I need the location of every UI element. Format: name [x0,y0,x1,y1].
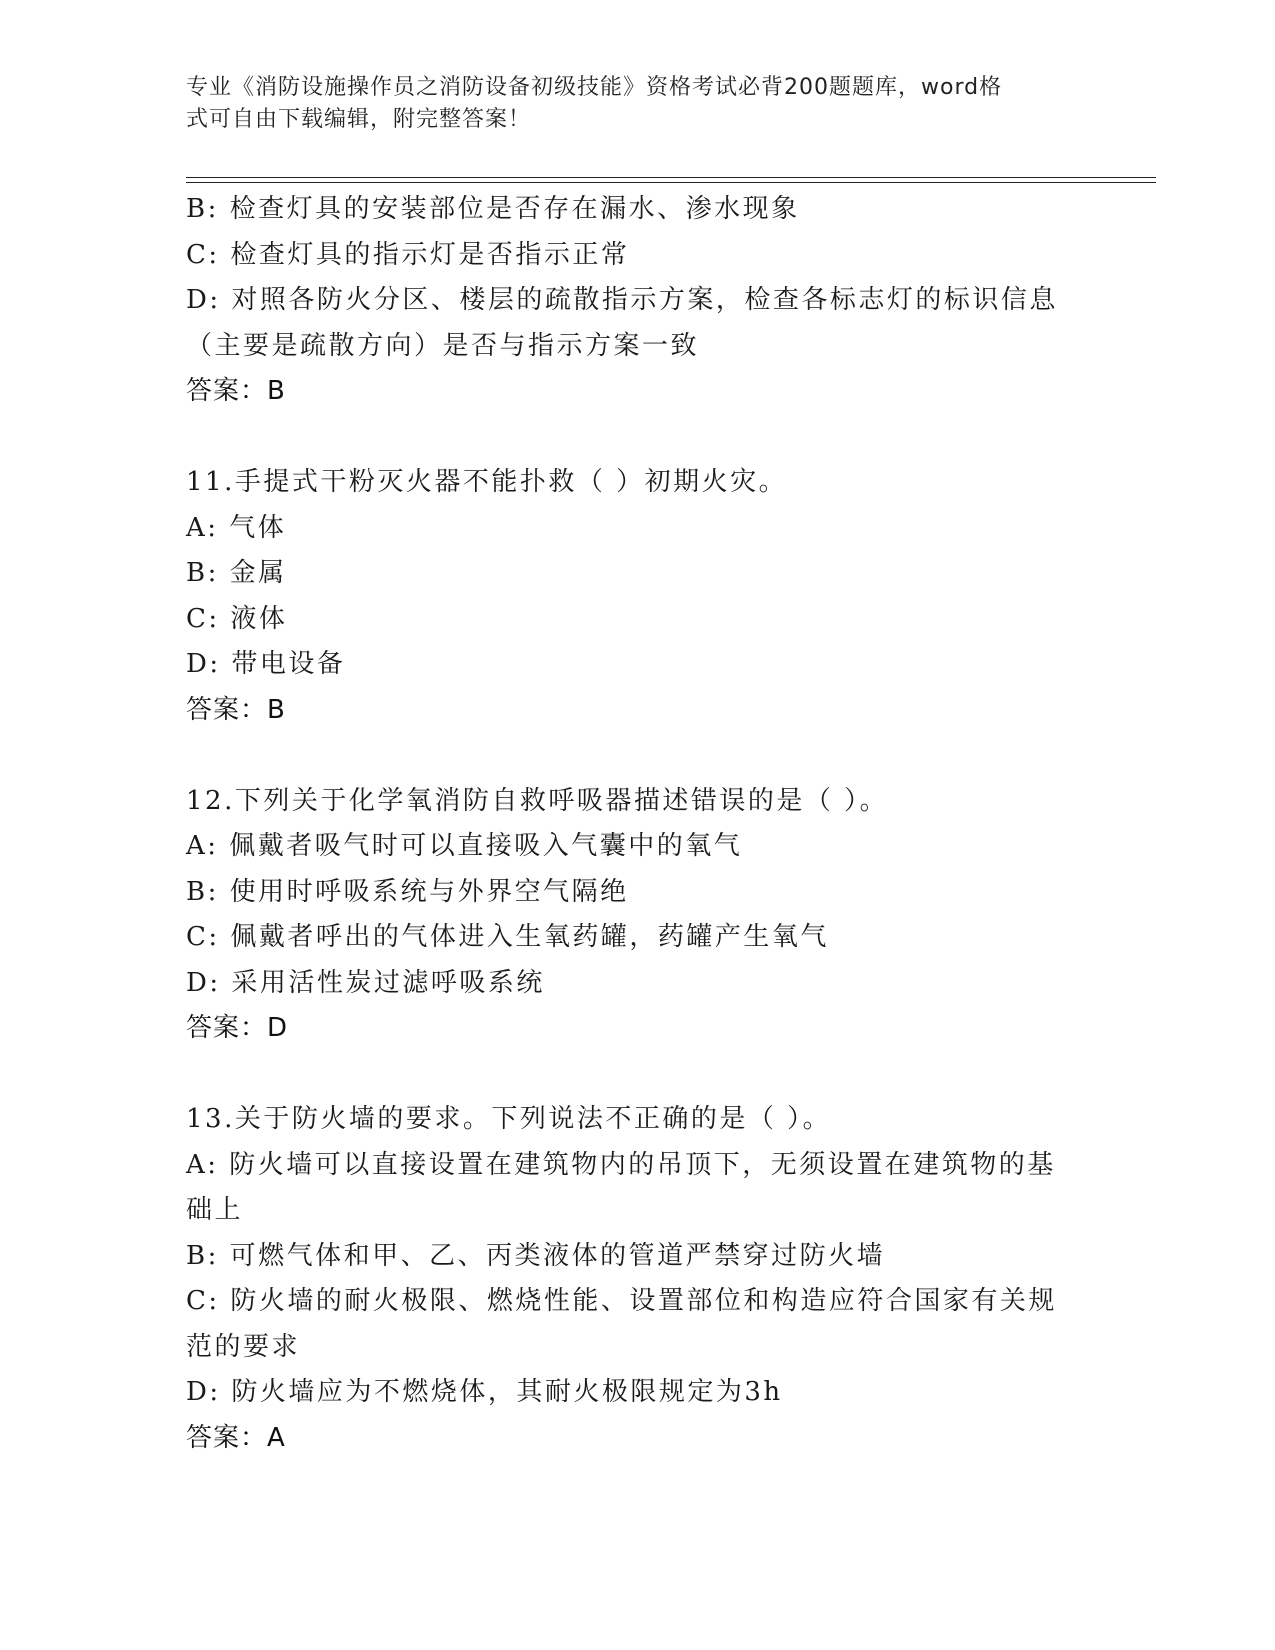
option-d: D: 采用活性炭过滤呼吸系统 [186,967,545,998]
option-c: C: 检查灯具的指示灯是否指示正常 [186,239,630,270]
option-c-line-1: C: 防火墙的耐火极限、燃烧性能、设置部位和构造应符合国家有关规 [186,1286,1057,1316]
header-line-1: 专业《消防设施操作员之消防设备初级技能》资格考试必背200题题库，word格 [186,75,1003,100]
question-stem: 11.手提式干粉灭火器不能扑救（ ）初期火灾。 [186,467,788,497]
option-d: D: 带电设备 [186,649,346,679]
header-divider-top [186,177,1156,178]
answer-label: 答案：A [186,1422,286,1453]
document-header [186,72,1076,136]
option-b: B: 金属 [186,558,287,588]
question-stem: 13.关于防火墙的要求。下列说法不正确的是（ ）。 [186,1104,832,1134]
option-b: B: 检查灯具的安装部位是否存在漏水、渗水现象 [186,194,800,224]
option-c: C: 佩戴者呼出的气体进入生氧药罐，药罐产生氧气 [186,922,829,952]
option-a: A: 气体 [186,512,287,543]
option-a-line-2: 础上 [186,1195,244,1225]
option-d-line-1: D: 对照各防火分区、楼层的疏散指示方案，检查各标志灯的标识信息 [186,285,1058,315]
option-b: B: 可燃气体和甲、乙、丙类液体的管道严禁穿过防火墙 [186,1240,886,1271]
question-list [186,187,1086,1461]
option-b: B: 使用时呼吸系统与外界空气隔绝 [186,876,629,907]
question-12 [186,779,1086,1052]
question-stem: 12.下列关于化学氧消防自救呼吸器描述错误的是（ ）。 [186,785,889,816]
option-c-line-2: 范的要求 [186,1331,301,1362]
option-a: A: 佩戴者吸气时可以直接吸入气囊中的氧气 [186,831,743,861]
answer-label: 答案：D [186,1013,289,1043]
spacer [186,733,1086,779]
spacer [186,415,1086,461]
answer-label: 答案：B [186,694,286,725]
option-a-line-1: A: 防火墙可以直接设置在建筑物内的吊顶下，无须设置在建筑物的基 [186,1149,1056,1180]
answer-label: 答案：B [186,376,286,406]
question-10-continued [186,187,1086,415]
option-c: C: 液体 [186,603,288,634]
question-11 [186,460,1086,733]
spacer [186,1052,1086,1098]
option-d-line-2: （主要是疏散方向）是否与指示方案一致 [186,330,700,361]
header-line-2: 式可自由下载编辑，附完整答案！ [186,107,532,132]
question-13 [186,1097,1086,1461]
option-d: D: 防火墙应为不燃烧体，其耐火极限规定为3h [186,1377,783,1407]
header-divider-bottom [186,182,1156,183]
